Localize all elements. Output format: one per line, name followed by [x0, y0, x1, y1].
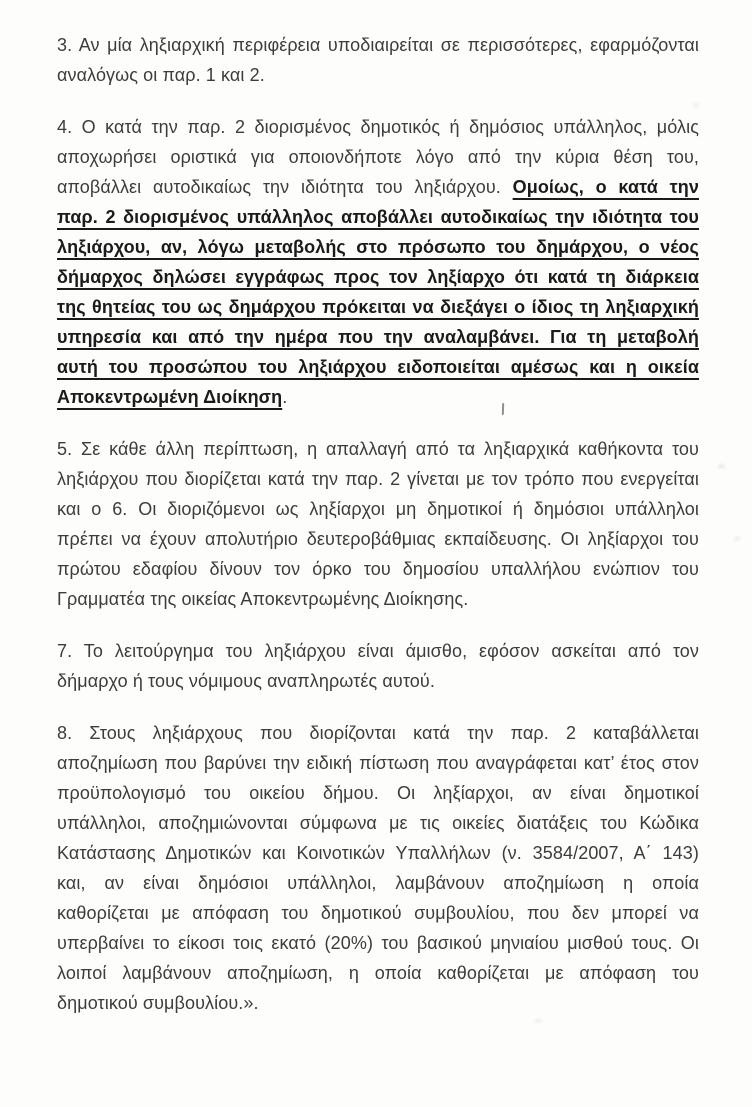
document-text-block: [57, 30, 699, 1040]
text-line: [57, 292, 699, 322]
text-segment: υπάλληλοι, αποζημιώνονται σύμφωνα με τις οικείες διατάξεις του Κώδικα: [57, 813, 699, 833]
text-line: [57, 524, 699, 554]
text-line: [57, 142, 699, 172]
emphasized-underlined-text: της θητείας του ως δημάρχου πρόκειται να διεξάγει ο ίδιος τη ληξιαρχική: [57, 297, 699, 317]
text-segment: Γραμματέα της οικείας Αποκεντρωμένης Διοίκησης.: [57, 589, 469, 609]
text-line: [57, 262, 699, 292]
text-segment: και, αν είναι δημόσιοι υπάλληλοι, λαμβάνουν αποζημίωση η οποία: [57, 873, 699, 893]
text-line: [57, 232, 699, 262]
text-segment: .: [282, 387, 288, 407]
text-segment: και ο 6. Οι διοριζόμενοι ως ληξίαρχοι μη δημοτικοί ή δημόσιοι υπάλληλοι: [57, 499, 699, 519]
text-line: [57, 382, 699, 412]
text-line: [57, 434, 699, 464]
text-line: [57, 352, 699, 382]
text-line: [57, 172, 699, 202]
text-segment: πρέπει να έχουν απολυτήριο δευτεροβάθμιας εκπαίδευσης. Οι ληξίαρχοι του: [57, 529, 699, 549]
emphasized-underlined-text: Ομοίως, ο κατά την: [512, 177, 699, 197]
emphasized-underlined-text: Αποκεντρωμένη Διοίκηση: [57, 387, 283, 407]
scan-artifact-speck: [734, 536, 740, 541]
text-line: [57, 958, 699, 988]
emphasized-underlined-text: αυτή του προσώπου του ληξιάρχου ειδοποιείται αμέσως και η οικεία: [57, 357, 699, 377]
text-line: [57, 666, 699, 696]
paragraph-4: [57, 112, 699, 412]
emphasized-underlined-text: παρ. 2 διορισμένος υπάλληλος αποβάλλει αυτοδικαίως την ιδιότητα του: [57, 207, 699, 227]
text-segment: 3. Αν μία ληξιαρχική περιφέρεια υποδιαιρείται σε περισσότερες, εφαρμόζονται: [57, 35, 699, 55]
paragraph-3: [57, 30, 699, 90]
text-line: [57, 30, 699, 60]
text-line: [57, 928, 699, 958]
paragraph-5: [57, 434, 699, 614]
text-line: [57, 554, 699, 584]
emphasized-underlined-text: ληξιάρχου, αν, λόγω μεταβολής στο πρόσωπο του δημάρχου, ο νέος: [57, 237, 699, 257]
text-segment: 4. Ο κατά την παρ. 2 διορισμένος δημοτικός ή δημόσιος υπάλληλος, μόλις: [57, 117, 699, 137]
paragraph-8: [57, 718, 699, 1018]
text-line: [57, 112, 699, 142]
text-line: [57, 838, 699, 868]
text-segment: ληξιάρχου που διορίζεται κατά την παρ. 2 γίνεται με τον τρόπο που ενεργείται: [57, 469, 699, 489]
text-segment: καθορίζεται με απόφαση του δημοτικού συμβουλίου, που δεν μπορεί να: [57, 903, 699, 923]
text-line: [57, 808, 699, 838]
text-line: [57, 322, 699, 352]
text-segment: δημοτικού συμβουλίου.».: [57, 993, 259, 1013]
text-segment: αποζημίωση που βαρύνει την ειδική πίστωση που αναγράφεται κατ’ έτος στον: [57, 753, 699, 773]
text-segment: δήμαρχο ή τους νόμιμους αναπληρωτές αυτού.: [57, 671, 435, 691]
text-line: [57, 494, 699, 524]
emphasized-underlined-text: υπηρεσία και από την ημέρα που την αναλαμβάνει. Για τη μεταβολή: [57, 327, 699, 347]
text-line: [57, 60, 699, 90]
text-line: [57, 718, 699, 748]
text-segment: προϋπολογισμό του οικείου δήμου. Οι ληξίαρχοι, αν είναι δημοτικοί: [57, 783, 699, 803]
text-line: [57, 868, 699, 898]
emphasized-underlined-text: δήμαρχος δηλώσει εγγράφως προς τον ληξίαρχο ότι κατά τη διάρκεια: [57, 267, 699, 287]
text-segment: Κατάστασης Δημοτικών και Κοινοτικών Υπαλλήλων (ν. 3584/2007, Α΄ 143): [57, 843, 699, 863]
text-line: [57, 748, 699, 778]
text-segment: 8. Στους ληξιάρχους που διορίζονται κατά την παρ. 2 καταβάλλεται: [57, 723, 699, 743]
text-segment: 7. Το λειτούργημα του ληξιάρχου είναι άμισθο, εφόσον ασκείται από τον: [57, 641, 699, 661]
text-segment: αποχωρήσει οριστικά για οποιονδήποτε λόγο από την κύρια θέση του,: [57, 147, 699, 167]
text-segment: λοιποί λαμβάνουν αποζημίωση, η οποία καθορίζεται με απόφαση του: [57, 963, 699, 983]
text-line: [57, 464, 699, 494]
text-line: [57, 202, 699, 232]
text-line: [57, 988, 699, 1018]
paragraph-7: [57, 636, 699, 696]
text-segment: πρώτου εδαφίου δίνουν τον όρκο του δημοσίου υπαλλήλου ενώπιον του: [57, 559, 699, 579]
text-line: [57, 778, 699, 808]
text-line: [57, 636, 699, 666]
text-segment: αναλόγως οι παρ. 1 και 2.: [57, 65, 265, 85]
text-segment: αποβάλλει αυτοδικαίως την ιδιότητα του ληξιάρχου.: [57, 177, 513, 197]
text-segment: υπερβαίνει το είκοσι τοις εκατό (20%) του βασικού μηνιαίου μισθού τους. Οι: [57, 933, 699, 953]
text-segment: 5. Σε κάθε άλλη περίπτωση, η απαλλαγή από τα ληξιαρχικά καθήκοντα του: [57, 439, 699, 459]
text-line: [57, 898, 699, 928]
scan-artifact-speck: [718, 464, 725, 469]
text-line: [57, 584, 699, 614]
